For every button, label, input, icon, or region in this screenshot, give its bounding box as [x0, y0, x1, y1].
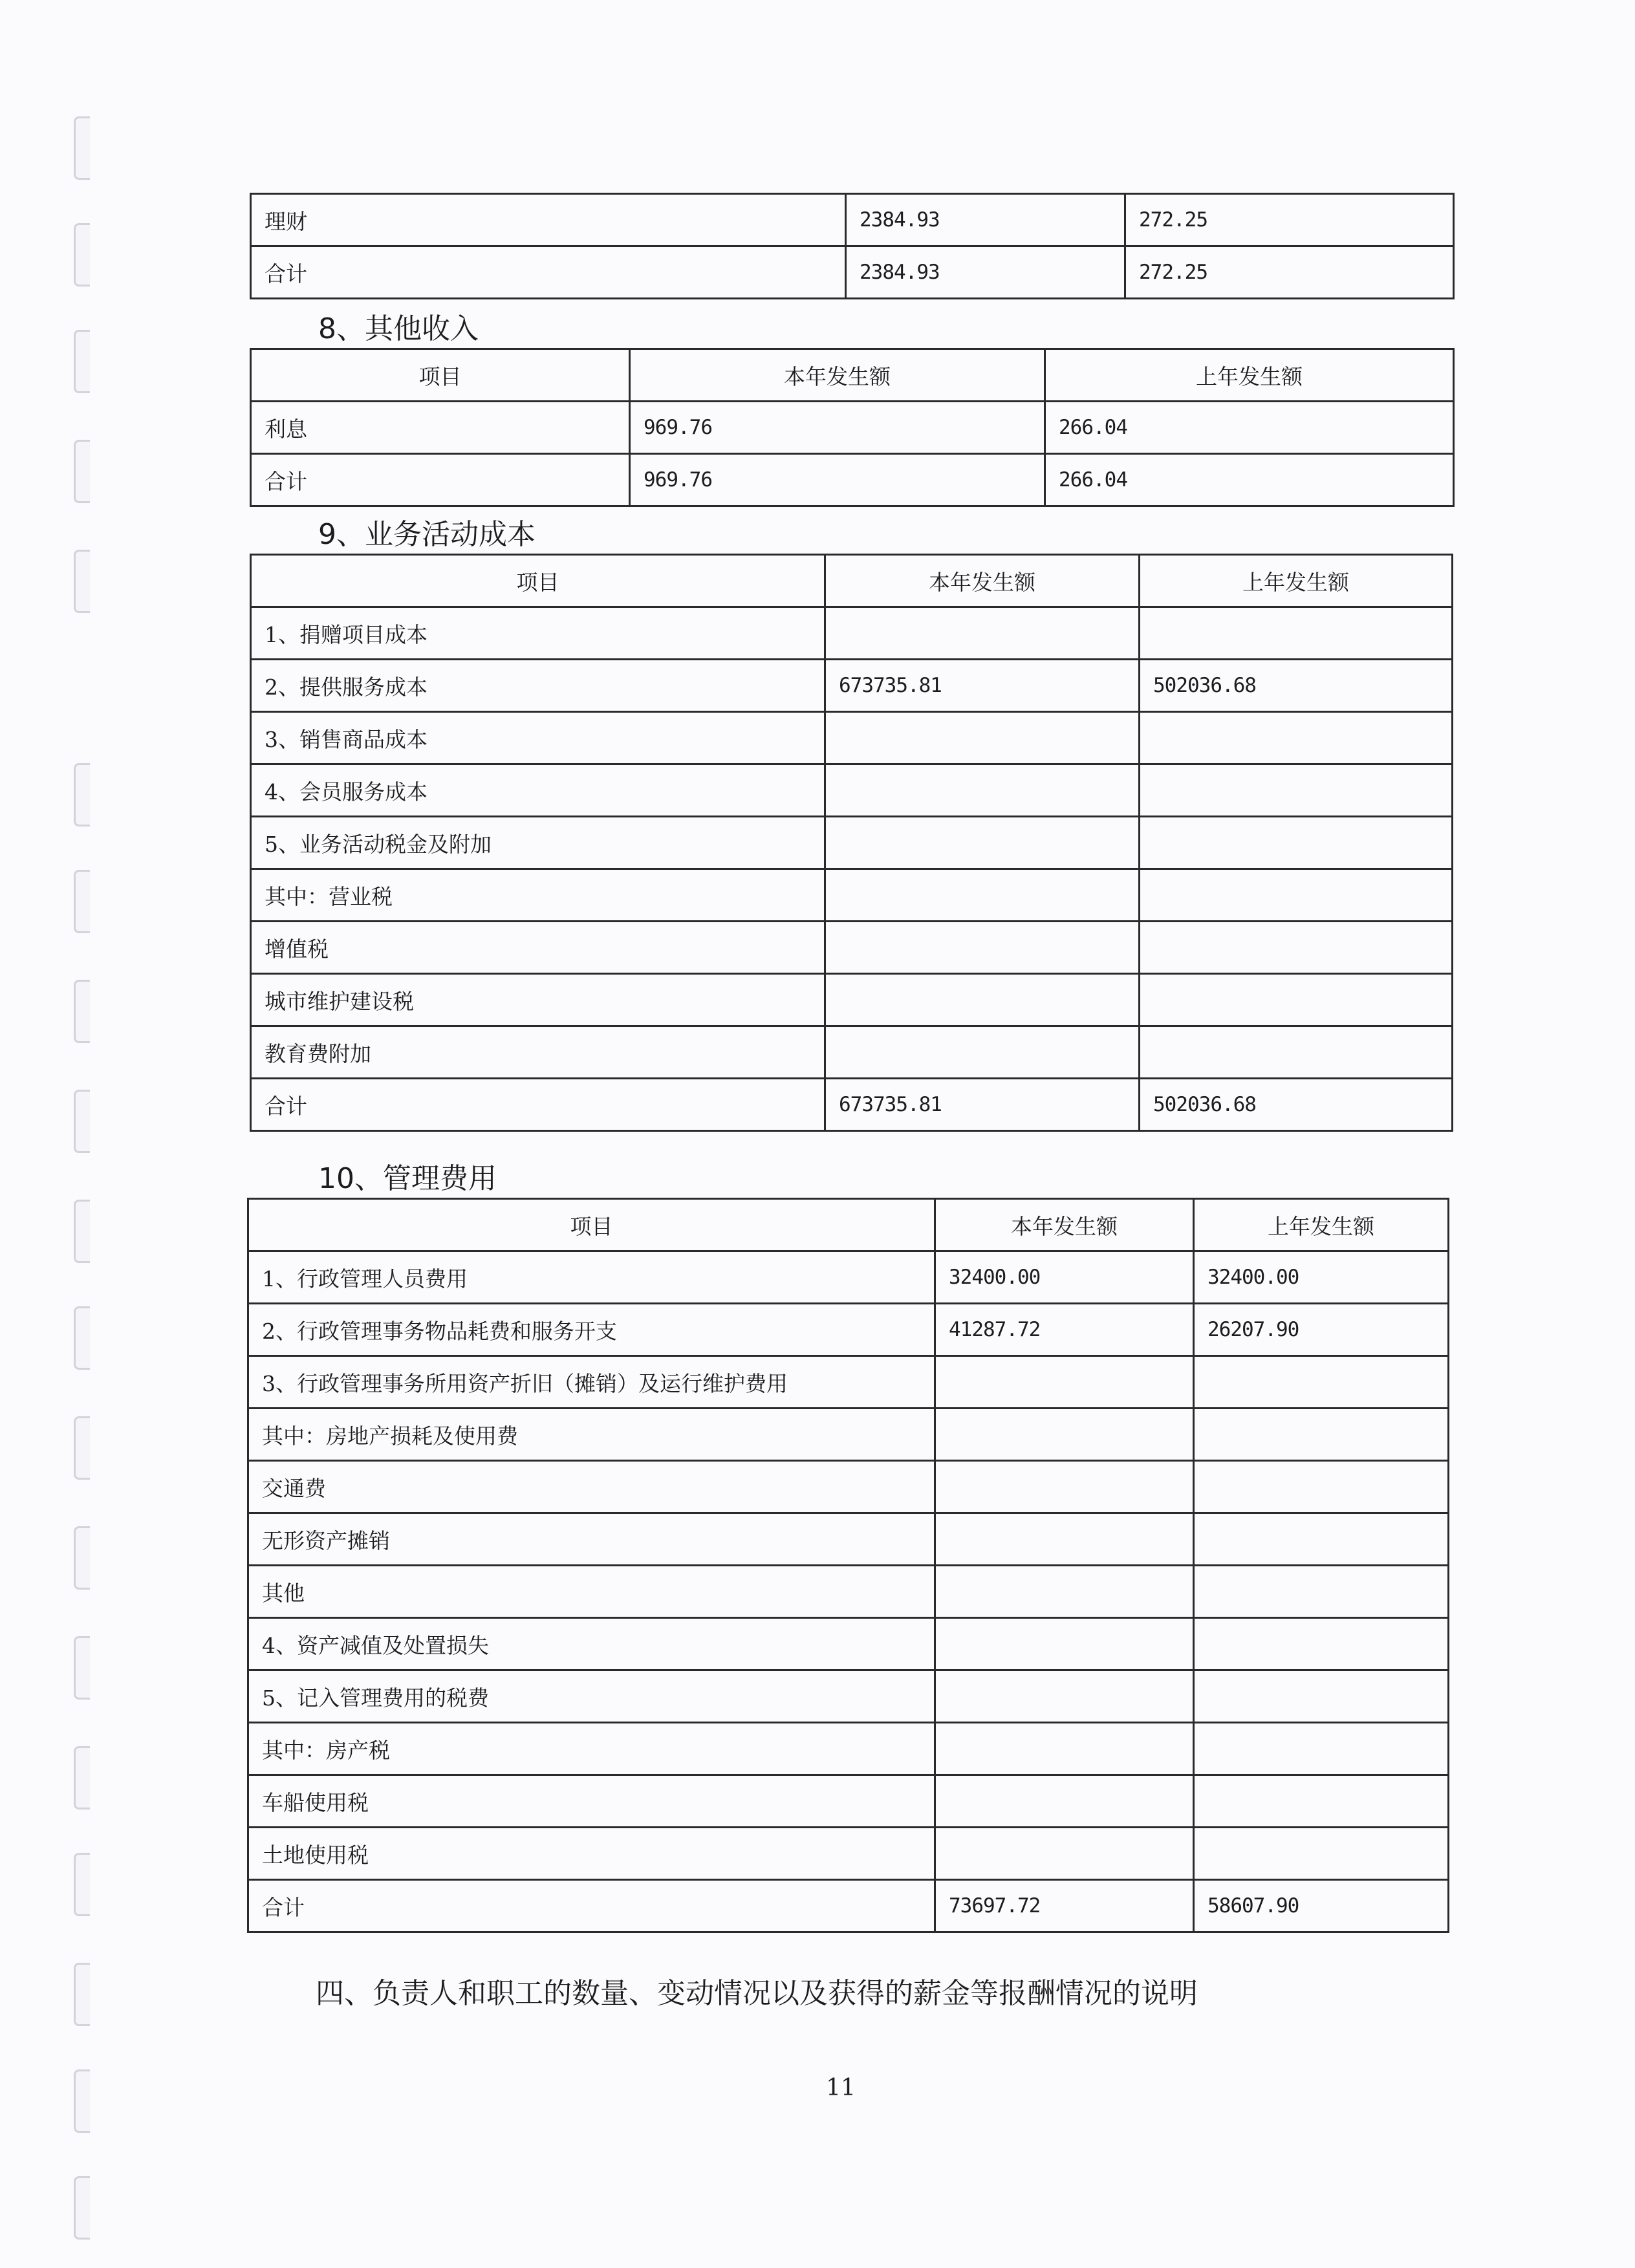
row-current: 32400.00 [935, 1251, 1194, 1304]
header-current: 本年发生额 [630, 349, 1045, 402]
header-current: 本年发生额 [935, 1199, 1194, 1251]
row-item: 1、捐赠项目成本 [251, 607, 825, 660]
table-row [248, 1409, 1449, 1461]
row-current: 73697.72 [935, 1880, 1194, 1932]
binding-hole [74, 1090, 90, 1153]
binding-hole [74, 116, 90, 180]
row-previous: 502036.68 [1140, 660, 1453, 712]
row-current [825, 817, 1140, 869]
row-previous [1140, 1026, 1453, 1079]
row-current: 41287.72 [935, 1304, 1194, 1356]
row-item: 2、提供服务成本 [251, 660, 825, 712]
row-previous [1140, 817, 1453, 869]
row-current [935, 1356, 1194, 1409]
table-row [248, 1670, 1449, 1723]
binding-hole [74, 1306, 90, 1370]
table-row [251, 194, 1454, 246]
row-current [935, 1566, 1194, 1618]
row-item: 4、会员服务成本 [251, 764, 825, 817]
row-item: 增值税 [251, 922, 825, 974]
header-previous: 上年发生额 [1140, 555, 1453, 607]
row-previous [1194, 1828, 1449, 1880]
row-item: 1、行政管理人员费用 [248, 1251, 935, 1304]
binding-hole [74, 1416, 90, 1480]
row-previous [1194, 1775, 1449, 1828]
row-current [935, 1670, 1194, 1723]
row-item: 利息 [251, 402, 630, 454]
table-row [248, 1251, 1449, 1304]
row-current: 2384.93 [846, 246, 1125, 299]
row-item: 合计 [251, 454, 630, 506]
row-current [935, 1461, 1194, 1513]
table-header-row [251, 555, 1453, 607]
row-previous [1140, 607, 1453, 660]
table-row [248, 1723, 1449, 1775]
header-previous: 上年发生额 [1045, 349, 1454, 402]
binding-hole [74, 1526, 90, 1590]
row-item: 合计 [251, 1079, 825, 1131]
table-row [251, 607, 1453, 660]
section-10-title: 10、管理费用 [318, 1162, 497, 1195]
row-previous [1140, 922, 1453, 974]
row-item: 交通费 [248, 1461, 935, 1513]
row-current [825, 922, 1140, 974]
binding-hole [74, 1963, 90, 2026]
table-row [248, 1828, 1449, 1880]
row-item: 5、业务活动税金及附加 [251, 817, 825, 869]
row-current: 969.76 [630, 454, 1045, 506]
table-row [251, 660, 1453, 712]
row-item: 3、销售商品成本 [251, 712, 825, 764]
row-current: 969.76 [630, 402, 1045, 454]
row-previous: 266.04 [1045, 454, 1454, 506]
row-previous [1194, 1723, 1449, 1775]
binding-hole [74, 440, 90, 503]
row-previous: 272.25 [1125, 246, 1454, 299]
row-current [935, 1618, 1194, 1670]
table-row [248, 1356, 1449, 1409]
row-previous: 58607.90 [1194, 1880, 1449, 1932]
row-item: 合计 [251, 246, 846, 299]
row-current [825, 712, 1140, 764]
row-item: 其中：营业税 [251, 869, 825, 922]
binding-hole [74, 1853, 90, 1916]
header-item: 项目 [248, 1199, 935, 1251]
binding-hole [74, 330, 90, 393]
row-current [935, 1513, 1194, 1566]
row-current [935, 1409, 1194, 1461]
header-current: 本年发生额 [825, 555, 1140, 607]
table-row [251, 974, 1453, 1026]
row-previous [1194, 1461, 1449, 1513]
binding-hole [74, 980, 90, 1043]
row-previous [1194, 1513, 1449, 1566]
binding-hole [74, 2069, 90, 2133]
row-item: 车船使用税 [248, 1775, 935, 1828]
binding-hole [74, 763, 90, 826]
row-current [935, 1775, 1194, 1828]
row-item: 其中：房地产损耗及使用费 [248, 1409, 935, 1461]
table-row [251, 712, 1453, 764]
row-previous: 272.25 [1125, 194, 1454, 246]
row-current [935, 1828, 1194, 1880]
table-row [251, 454, 1454, 506]
row-current: 2384.93 [846, 194, 1125, 246]
table-row [248, 1880, 1449, 1932]
row-current [935, 1723, 1194, 1775]
row-current: 673735.81 [825, 660, 1140, 712]
header-previous: 上年发生额 [1194, 1199, 1449, 1251]
row-item: 理财 [251, 194, 846, 246]
section-8-title: 8、其他收入 [318, 312, 479, 345]
row-previous [1140, 869, 1453, 922]
table-row [251, 1026, 1453, 1079]
table-row [251, 817, 1453, 869]
table-row [248, 1618, 1449, 1670]
row-previous: 26207.90 [1194, 1304, 1449, 1356]
section-4-heading: 四、负责人和职工的数量、变动情况以及获得的薪金等报酬情况的说明 [316, 1977, 1198, 2010]
binding-hole [74, 1636, 90, 1700]
table-row [251, 1079, 1453, 1131]
row-item: 无形资产摊销 [248, 1513, 935, 1566]
row-item: 4、资产减值及处置损失 [248, 1618, 935, 1670]
row-previous [1194, 1670, 1449, 1723]
row-previous: 502036.68 [1140, 1079, 1453, 1131]
row-previous [1194, 1618, 1449, 1670]
table-row [251, 402, 1454, 454]
row-current [825, 607, 1140, 660]
binding-hole [74, 2176, 90, 2240]
binding-hole [74, 550, 90, 613]
row-item: 合计 [248, 1880, 935, 1932]
row-previous [1194, 1409, 1449, 1461]
other-income-table [250, 348, 1455, 507]
table-row [248, 1513, 1449, 1566]
business-cost-table [250, 554, 1453, 1132]
row-current [825, 764, 1140, 817]
row-previous [1140, 974, 1453, 1026]
table-row [248, 1461, 1449, 1513]
row-previous: 266.04 [1045, 402, 1454, 454]
table-row [251, 764, 1453, 817]
row-current: 673735.81 [825, 1079, 1140, 1131]
row-item: 土地使用税 [248, 1828, 935, 1880]
row-previous [1194, 1566, 1449, 1618]
table-row [251, 869, 1453, 922]
row-item: 其他 [248, 1566, 935, 1618]
table-header-row [248, 1199, 1449, 1251]
row-current [825, 1026, 1140, 1079]
investment-income-table [250, 193, 1455, 299]
row-previous: 32400.00 [1194, 1251, 1449, 1304]
row-item: 城市维护建设税 [251, 974, 825, 1026]
row-item: 5、记入管理费用的税费 [248, 1670, 935, 1723]
header-item: 项目 [251, 555, 825, 607]
row-item: 教育费附加 [251, 1026, 825, 1079]
table-header-row [251, 349, 1454, 402]
admin-expense-table [247, 1198, 1449, 1933]
row-item: 其中：房产税 [248, 1723, 935, 1775]
binding-hole [74, 223, 90, 286]
row-current [825, 869, 1140, 922]
row-previous [1140, 764, 1453, 817]
table-row [248, 1775, 1449, 1828]
page-number: 11 [826, 2075, 856, 2101]
row-item: 3、行政管理事务所用资产折旧（摊销）及运行维护费用 [248, 1356, 935, 1409]
row-previous [1140, 712, 1453, 764]
section-9-title: 9、业务活动成本 [318, 518, 536, 551]
header-item: 项目 [251, 349, 630, 402]
binding-hole [74, 1746, 90, 1809]
table-row [251, 922, 1453, 974]
row-item: 2、行政管理事务物品耗费和服务开支 [248, 1304, 935, 1356]
table-row [251, 246, 1454, 299]
table-row [248, 1304, 1449, 1356]
row-current [825, 974, 1140, 1026]
binding-hole [74, 870, 90, 933]
table-row [248, 1566, 1449, 1618]
row-previous [1194, 1356, 1449, 1409]
binding-hole [74, 1200, 90, 1263]
